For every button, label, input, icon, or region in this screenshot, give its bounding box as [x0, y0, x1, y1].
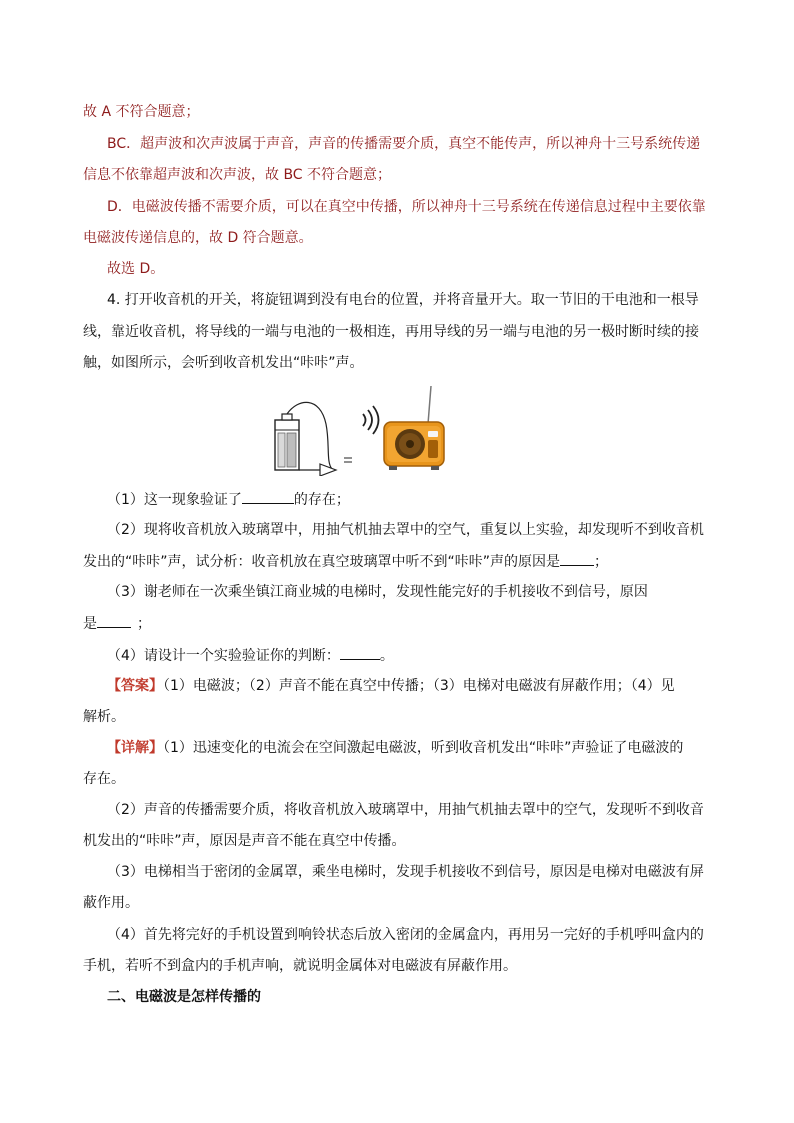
sub-question-4: （4）请设计一个实验验证你的判断： 。: [107, 645, 394, 666]
answer-line-1: 【答案】（1）电磁波；（2）声音不能在真空中传播；（3）电梯对电磁波有屏蔽作用；（4）见: [107, 678, 675, 694]
section-heading: 二、电磁波是怎样传播的: [107, 989, 261, 1005]
question-4-line-3: 触，如图所示，会听到收音机发出“咔咔”声。: [83, 355, 364, 371]
detail-p2-line-2: 机发出的“咔咔”声，原因是声音不能在真空中传播。: [83, 833, 406, 849]
blank-4[interactable]: [340, 645, 380, 660]
option-bc-line-2: 信息不依靠超声波和次声波，故 BC 不符合题意；: [83, 167, 392, 183]
gap-marks-icon: [344, 458, 352, 462]
blank-2[interactable]: [560, 551, 594, 566]
option-bc-line-1: BC．超声波和次声波属于声音，声音的传播需要介质，真空不能传声，所以神舟十三号系统传递: [107, 136, 701, 152]
detail-p3-line-2: 蔽作用。: [83, 895, 139, 911]
detail-p4-line-1: （4）首先将完好的手机设置到响铃状态后放入密闭的金属盒内，再用另一完好的手机呼叫盒内的: [107, 927, 704, 943]
sub-question-3-line-1: （3）谢老师在一次乘坐镇江商业城的电梯时，发现性能完好的手机接收不到信号，原因: [107, 584, 648, 600]
signal-waves-icon: [363, 406, 379, 434]
detail-p3-line-1: （3）电梯相当于密闭的金属罩，乘坐电梯时，发现手机接收不到信号，原因是电梯对电磁波有屏: [107, 864, 704, 880]
battery-radio-figure: [268, 384, 448, 476]
detail-p4-line-2: 手机，若听不到盒内的手机声响，就说明金属体对电磁波有屏蔽作用。: [83, 958, 517, 974]
blank-3[interactable]: [97, 613, 131, 628]
sub-question-3-line-2: 是 ；: [83, 613, 151, 634]
sub-question-1: （1）这一现象验证了 的存在；: [107, 489, 350, 510]
answer-line-2: 解析。: [83, 709, 125, 725]
choose-d-text: 故选 D。: [107, 261, 165, 277]
blank-1[interactable]: [242, 489, 294, 504]
option-d-line-2: 电磁波传递信息的，故 D 符合题意。: [83, 230, 313, 246]
detail-tag: 【详解】: [107, 740, 163, 756]
answer-a-text: 故 A 不符合题意；: [83, 104, 200, 120]
sub-question-2-line-2: 发出的“咔咔”声，试分析：收音机放在真空玻璃罩中听不到“咔咔”声的原因是 ；: [83, 551, 608, 572]
radio-icon: [384, 386, 444, 470]
question-4-line-1: 4. 打开收音机的开关，将旋钮调到没有电台的位置，并将音量开大。取一节旧的干电池和一根导: [107, 292, 699, 308]
detail-p1-line-2: 存在。: [83, 771, 125, 787]
detail-p1-line-1: 【详解】（1）迅速变化的电流会在空间激起电磁波，听到收音机发出“咔咔”声验证了电磁波的: [107, 740, 684, 756]
option-d-line-1: D．电磁波传播不需要介质，可以在真空中传播，所以神舟十三号系统在传递信息过程中主要依靠: [107, 199, 706, 215]
question-4-line-2: 线，靠近收音机，将导线的一端与电池的一极相连，再用导线的另一端与电池的另一极时断时续的接: [83, 324, 699, 340]
sub-question-2-line-1: （2）现将收音机放入玻璃罩中，用抽气机抽去罩中的空气，重复以上实验，却发现听不到收音机: [107, 522, 704, 538]
answer-tag: 【答案】: [107, 678, 163, 694]
battery-icon: [275, 414, 299, 470]
detail-p2-line-1: （2）声音的传播需要介质，将收音机放入玻璃罩中，用抽气机抽去罩中的空气，发现听不到收音: [107, 802, 704, 818]
